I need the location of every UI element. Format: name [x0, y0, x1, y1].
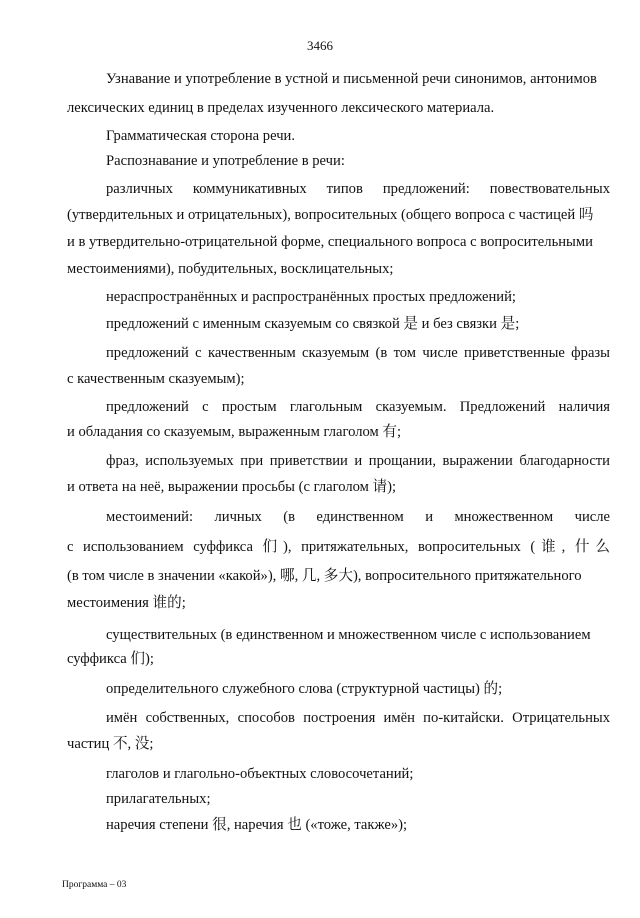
text-line: местоимений: личных (в единственном и множественном числе: [106, 509, 610, 525]
text-line: Грамматическая сторона речи.: [106, 128, 296, 144]
text-line: Узнавание и употребление в устной и письменной речи синонимов, антонимов: [106, 71, 597, 87]
text-line: прилагательных;: [106, 791, 211, 807]
text-line: местоимениями), побудительных, восклицательных;: [67, 261, 394, 277]
text-line: предложений с качественным сказуемым (в том числе приветственные фразы: [106, 345, 610, 361]
text-line: нераспространённых и распространённых простых предложений;: [106, 289, 516, 305]
footer-label: Программа – 03: [62, 880, 127, 890]
text-line: лексических единиц в пределах изученного лексического материала.: [67, 100, 495, 116]
text-line: и ответа на неё, выражении просьбы (с глаголом 请);: [67, 479, 397, 495]
text-line: Распознавание и употребление в речи:: [106, 153, 345, 169]
text-line: (утвердительных и отрицательных), вопросительных (общего вопроса с частицей 吗: [67, 207, 594, 223]
text-line: фраз, используемых при приветствии и прощании, выражении благодарности: [106, 453, 610, 469]
page-number: 3466: [307, 38, 333, 53]
text-line: суффикса 们);: [67, 651, 154, 667]
text-line: с качественным сказуемым);: [67, 371, 245, 387]
text-line: глаголов и глагольно-объектных словосочетаний;: [106, 766, 414, 782]
text-line: наречия степени 很, наречия 也 («тоже, также»);: [106, 817, 408, 833]
text-line: предложений с именным сказуемым со связкой 是 и без связки 是;: [106, 316, 520, 332]
text-line: частиц 不, 没;: [67, 736, 154, 752]
text-line: предложений с простым глагольным сказуемым. Предложений наличия: [106, 399, 610, 415]
text-line: и обладания со сказуемым, выраженным глаголом 有;: [67, 424, 402, 440]
text-line: местоимения 谁的;: [67, 595, 186, 611]
text-line: (в том числе в значении «какой»), 哪, 几, 多大), вопросительного притяжательного: [67, 568, 582, 584]
text-line: различных коммуникативных типов предложений: повествовательных: [106, 181, 610, 197]
text-line: с использованием суффикса 们), притяжательных, вопросительных (谁, 什么: [67, 539, 610, 555]
text-line: и в утвердительно-отрицательной форме, специального вопроса с вопросительными: [67, 234, 593, 250]
text-line: имён собственных, способов построения имён по-китайски. Отрицательных: [106, 710, 610, 726]
text-line: определительного служебного слова (структурной частицы) 的;: [106, 681, 503, 697]
text-line: существительных (в единственном и множественном числе с использованием: [106, 627, 591, 643]
